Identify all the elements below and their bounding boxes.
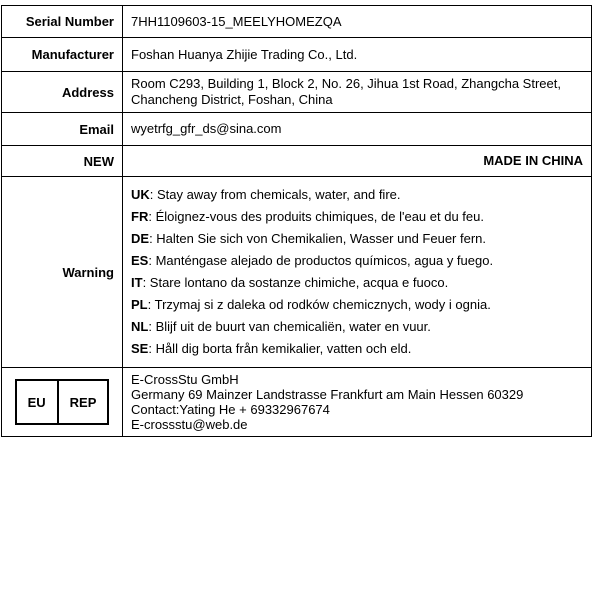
warning-text-fr: : Éloignez-vous des produits chimiques, de l'eau et du feu. xyxy=(148,209,484,224)
warning-line-fr xyxy=(131,206,583,228)
warning-line-pl xyxy=(131,294,583,316)
email-label: Email xyxy=(2,113,123,146)
eu-rep-company: E-CrossStu GmbH xyxy=(131,372,239,387)
warning-text-de: : Halten Sie sich von Chemikalien, Wasser und Feuer fern. xyxy=(149,231,487,246)
warning-text-it: : Stare lontano da sostanze chimiche, acqua e fuoco. xyxy=(142,275,449,290)
product-label-table xyxy=(1,5,592,437)
address-row xyxy=(2,72,592,113)
warning-line-uk xyxy=(131,184,583,206)
warning-row xyxy=(2,177,592,368)
eu-rep-icon-rep: REP xyxy=(69,394,97,410)
warning-text-nl: : Blijf uit de buurt van chemicaliën, water en vuur. xyxy=(148,319,431,334)
manufacturer-value: Foshan Huanya Zhijie Trading Co., Ltd. xyxy=(123,38,592,72)
warning-code-de: DE xyxy=(131,231,150,246)
warning-text-se: : Håll dig borta från kemikalier, vatten och eld. xyxy=(148,341,412,356)
warning-text-pl: : Trzymaj si z daleka od rodków chemicznych, wody i ognia. xyxy=(147,297,491,312)
eu-rep-icon xyxy=(15,379,110,425)
serial-number-value: 7HH1109603-15_MEELYHOMEZQA xyxy=(123,6,592,38)
origin-row xyxy=(2,146,592,177)
address-label: Address xyxy=(2,72,123,113)
manufacturer-row xyxy=(2,38,592,72)
warning-code-pl: PL xyxy=(131,297,148,312)
eu-rep-email: E-crossstu@web.de xyxy=(131,417,248,432)
warning-code-es: ES xyxy=(131,253,149,268)
warning-value xyxy=(123,177,592,368)
warning-line-se xyxy=(131,338,583,360)
warning-code-nl: NL xyxy=(131,319,149,334)
serial-number-label: Serial Number xyxy=(2,6,123,38)
warning-code-uk: UK xyxy=(131,187,150,202)
eu-rep-value xyxy=(123,368,592,437)
eu-rep-contact: Contact:Yating He + 69332967674 xyxy=(131,402,330,417)
warning-code-it: IT xyxy=(131,275,143,290)
warning-line-es xyxy=(131,250,583,272)
eu-rep-row xyxy=(2,368,592,437)
warning-code-fr: FR xyxy=(131,209,149,224)
eu-rep-symbol-cell xyxy=(2,368,123,437)
warning-label: Warning xyxy=(2,177,123,368)
made-in-china-value: MADE IN CHINA xyxy=(123,146,592,177)
warning-text-es: : Manténgase alejado de productos químicos, agua y fuego. xyxy=(148,253,494,268)
email-value: wyetrfg_gfr_ds@sina.com xyxy=(123,113,592,146)
eu-rep-icon-eu: EU xyxy=(17,381,59,423)
new-label: NEW xyxy=(2,146,123,177)
address-value: Room C293, Building 1, Block 2, No. 26, Jihua 1st Road, Zhangcha Street, Chancheng District, Foshan, China xyxy=(123,72,592,113)
eu-rep-address: Germany 69 Mainzer Landstrasse Frankfurt am Main Hessen 60329 xyxy=(131,387,524,402)
email-row xyxy=(2,113,592,146)
warning-line-it xyxy=(131,272,583,294)
warning-line-nl xyxy=(131,316,583,338)
warning-text-uk: : Stay away from chemicals, water, and fire. xyxy=(149,187,401,202)
manufacturer-label: Manufacturer xyxy=(2,38,123,72)
serial-number-row xyxy=(2,6,592,38)
warning-code-se: SE xyxy=(131,341,149,356)
warning-line-de xyxy=(131,228,583,250)
